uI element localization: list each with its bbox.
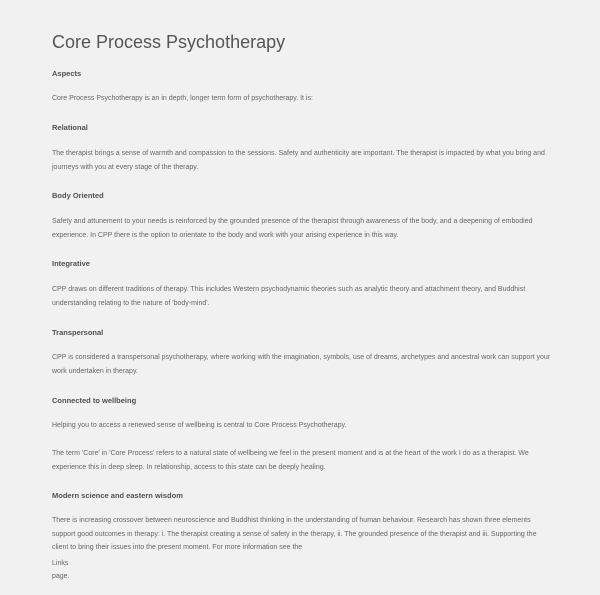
integrative-text: CPP draws on different traditions of therapy. This includes Western psychodynamic theories such as analytic theory and attachment theory, and Buddhist understanding relating to the nature of 'body-mind'. [52,286,526,307]
wellbeing-text-2: The term 'Core' in 'Core Process' refers to a natural state of wellbeing we feel in the present moment and is at the heart of the work I do as a therapist. We experience this in deep sleep. In relationship, access to this state can be deeply healing. [52,450,529,471]
heading-wellbeing: Connected to wellbeing [52,396,137,405]
aspects-intro: Core Process Psychotherapy is an in depth, longer term form of psychotherapy. It is: [52,95,313,102]
heading-body-oriented: Body Oriented [52,191,104,200]
heading-aspects: Aspects [52,69,82,78]
heading-integrative: Integrative [52,259,90,268]
page-title: Core Process Psychotherapy [52,32,286,52]
heading-relational: Relational [52,123,88,132]
body-oriented-text: Safety and attunement to your needs is reinforced by the grounded presence of the therapist through awareness of the body, and a deepening of embodied experience. In CPP there is the option to orientate to the body and work with your arising experience in this way. [52,218,533,239]
heading-transpersonal: Transpersonal [52,328,104,337]
wellbeing-text-1: Helping you to access a renewed sense of wellbeing is central to Core Process Psychotherapy. [52,422,347,429]
heading-science: Modern science and eastern wisdom [52,491,183,500]
transpersonal-text: CPP is considered a transpersonal psychotherapy, where working with the imagination, symbols, use of dreams, archetypes and ancestral work can support your work undertaken in therapy. [52,354,551,375]
links-page-suffix: page. [52,573,70,580]
science-text: There is increasing crossover between neuroscience and Buddhist thinking in the understanding of human behaviour. Research has shown three elements support good outcomes in therapy: i. The therapist creating a sense of safety in the therapy, ii. The grounded presence of the therapist and iii. Supporting the client to bring their issues into the present moment. For more information see the [52,517,537,551]
links-page-link[interactable]: Links [52,560,69,567]
relational-text: The therapist brings a sense of warmth and compassion to the sessions. Safety and authenticity are important. The therapist is impacted by what you bring and journeys with you at every stage of the therapy. [52,150,545,171]
